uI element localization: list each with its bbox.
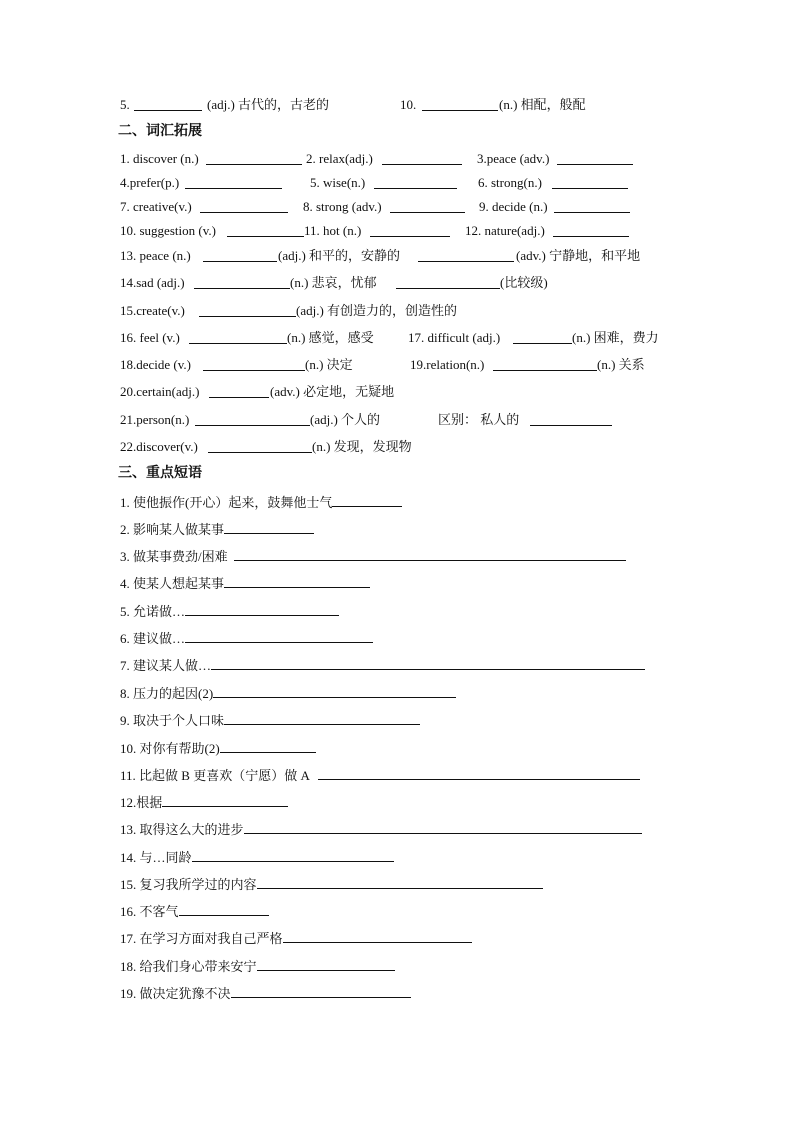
answer-blank[interactable] xyxy=(185,629,373,643)
answer-blank[interactable] xyxy=(179,902,269,916)
vocab-prompt: (比较级) xyxy=(500,275,548,290)
answer-blank[interactable] xyxy=(283,929,472,943)
vocab-prompt: 5. wise(n.) xyxy=(310,175,366,190)
vocab-prompt: (n.) 感觉，感受 xyxy=(287,330,374,345)
vocab-row xyxy=(120,303,680,319)
answer-blank[interactable] xyxy=(209,384,269,398)
item5-num: 5. xyxy=(120,97,130,112)
item10-num: 10. xyxy=(400,97,417,112)
answer-blank[interactable] xyxy=(374,175,457,189)
phrase-item xyxy=(120,629,373,647)
vocab-prompt: (adv.) 必定地，无疑地 xyxy=(270,384,395,399)
vocab-prompt: 13. peace (n.) xyxy=(120,248,191,263)
phrase-prompt: 3. 做某事费劲/困难 xyxy=(120,549,228,564)
phrase-prompt: 9. 取决于个人口味 xyxy=(120,713,225,728)
phrase-item xyxy=(120,711,420,729)
phrase-prompt: 12.根据 xyxy=(120,795,163,810)
phrase-prompt: 6. 建议做… xyxy=(120,631,186,646)
answer-blank[interactable] xyxy=(203,357,305,371)
phrase-prompt: 4. 使某人想起某事 xyxy=(120,576,225,591)
answer-blank[interactable] xyxy=(213,684,456,698)
vocab-prompt: 4.prefer(p.) xyxy=(120,175,180,190)
vocab-row xyxy=(120,223,680,239)
vocab-row xyxy=(120,275,680,291)
phrase-item xyxy=(120,793,288,811)
answer-blank[interactable] xyxy=(189,330,287,344)
vocab-prompt: 6. strong(n.) xyxy=(478,175,542,190)
vocab-row xyxy=(120,199,680,215)
answer-blank[interactable] xyxy=(493,357,597,371)
phrase-prompt: 16. 不客气 xyxy=(120,904,179,919)
phrase-item xyxy=(120,957,395,975)
answer-blank[interactable] xyxy=(134,97,202,111)
phrase-item xyxy=(120,656,645,674)
vocab-prompt: 18.decide (v.) xyxy=(120,357,191,372)
vocab-prompt: 15.create(v.) xyxy=(120,303,185,318)
phrase-prompt: 14. 与…同龄 xyxy=(120,850,192,865)
vocab-prompt: 14.sad (adj.) xyxy=(120,275,185,290)
phrase-item xyxy=(120,848,394,866)
vocab-prompt: 区别： 私人的 xyxy=(438,412,520,427)
phrase-prompt: 5. 允诺做… xyxy=(120,604,186,619)
answer-blank[interactable] xyxy=(162,793,288,807)
phrase-item xyxy=(120,820,642,838)
vocab-row xyxy=(120,248,680,264)
vocab-prompt: (adv.) 宁静地，和平地 xyxy=(516,248,641,263)
answer-blank[interactable] xyxy=(224,711,420,725)
phrase-prompt: 19. 做决定犹豫不决 xyxy=(120,986,231,1001)
item10-text: (n.) 相配，般配 xyxy=(499,97,586,112)
vocab-prompt: (n.) 关系 xyxy=(597,357,645,372)
phrase-prompt: 7. 建议某人做… xyxy=(120,658,212,673)
vocab-prompt: 10. suggestion (v.) xyxy=(120,223,216,238)
phrase-item xyxy=(120,875,543,893)
answer-blank[interactable] xyxy=(418,248,514,262)
answer-blank[interactable] xyxy=(530,412,612,426)
answer-blank[interactable] xyxy=(332,493,402,507)
vocab-prompt: 16. feel (v.) xyxy=(120,330,180,345)
answer-blank[interactable] xyxy=(194,275,290,289)
answer-blank[interactable] xyxy=(185,175,282,189)
section-heading-vocab: 二、词汇拓展 xyxy=(118,124,202,139)
phrase-prompt: 13. 取得这么大的进步 xyxy=(120,822,244,837)
vocab-prompt: 8. strong (adv.) xyxy=(303,199,382,214)
answer-blank[interactable] xyxy=(552,175,628,189)
answer-blank[interactable] xyxy=(513,330,572,344)
phrase-item xyxy=(120,984,411,1002)
vocab-row xyxy=(120,175,680,191)
vocab-prompt: (adj.) 有创造力的，创造性的 xyxy=(296,303,458,318)
vocab-prompt: 22.discover(v.) xyxy=(120,439,198,454)
answer-blank[interactable] xyxy=(554,199,630,213)
vocab-row xyxy=(120,330,680,346)
vocab-prompt: 7. creative(v.) xyxy=(120,199,192,214)
answer-blank[interactable] xyxy=(318,766,640,780)
phrase-prompt: 2. 影响某人做某事 xyxy=(120,522,225,537)
phrase-item xyxy=(120,739,316,757)
vocab-row xyxy=(120,151,680,167)
answer-blank[interactable] xyxy=(200,199,288,213)
answer-blank[interactable] xyxy=(257,875,543,889)
vocab-prompt: 19.relation(n.) xyxy=(410,357,485,372)
vocab-prompt: (n.) 发现，发现物 xyxy=(312,439,412,454)
vocab-prompt: (adj.) 个人的 xyxy=(310,412,381,427)
answer-blank[interactable] xyxy=(257,957,395,971)
answer-blank[interactable] xyxy=(224,574,370,588)
vocab-prompt: 3.peace (adv.) xyxy=(477,151,550,166)
phrase-prompt: 15. 复习我所学过的内容 xyxy=(120,877,257,892)
answer-blank[interactable] xyxy=(203,248,277,262)
answer-blank[interactable] xyxy=(557,151,633,165)
answer-blank[interactable] xyxy=(195,412,310,426)
phrase-item xyxy=(120,493,402,511)
answer-blank[interactable] xyxy=(206,151,302,165)
phrase-item xyxy=(120,684,456,702)
phrase-prompt: 11. 比起做 B 更喜欢（宁愿）做 A xyxy=(120,768,310,783)
phrase-prompt: 8. 压力的起因(2) xyxy=(120,686,214,701)
answer-blank[interactable] xyxy=(185,602,339,616)
phrase-prompt: 17. 在学习方面对我自己严格 xyxy=(120,931,283,946)
vocab-prompt: (n.) 悲哀，忧郁 xyxy=(290,275,377,290)
answer-blank[interactable] xyxy=(390,199,465,213)
vocab-row xyxy=(120,384,680,400)
answer-blank[interactable] xyxy=(244,820,642,834)
vocab-prompt: 9. decide (n.) xyxy=(479,199,548,214)
answer-blank[interactable] xyxy=(199,303,296,317)
vocab-prompt: 12. nature(adj.) xyxy=(465,223,545,238)
phrase-item xyxy=(120,929,472,947)
answer-blank[interactable] xyxy=(422,97,498,111)
section-heading-phrases: 三、重点短语 xyxy=(118,466,202,481)
answer-blank[interactable] xyxy=(211,656,645,670)
answer-blank[interactable] xyxy=(370,223,450,237)
answer-blank[interactable] xyxy=(396,275,500,289)
answer-blank[interactable] xyxy=(192,848,394,862)
top-row xyxy=(120,97,680,113)
answer-blank[interactable] xyxy=(224,520,314,534)
answer-blank[interactable] xyxy=(208,439,312,453)
phrase-item xyxy=(120,547,626,565)
phrase-item xyxy=(120,766,640,784)
phrase-prompt: 18. 给我们身心带来安宁 xyxy=(120,959,257,974)
vocab-row xyxy=(120,412,680,428)
vocab-prompt: 1. discover (n.) xyxy=(120,151,199,166)
vocab-prompt: 2. relax(adj.) xyxy=(306,151,373,166)
vocab-row xyxy=(120,439,680,455)
answer-blank[interactable] xyxy=(231,984,411,998)
phrase-item xyxy=(120,520,314,538)
phrase-prompt: 10. 对你有帮助(2) xyxy=(120,741,220,756)
vocab-prompt: 11. hot (n.) xyxy=(304,223,362,238)
vocab-prompt: (n.) 困难，费力 xyxy=(572,330,659,345)
vocab-row xyxy=(120,357,680,373)
item5-text: (adj.) 古代的，古老的 xyxy=(207,97,330,112)
vocab-prompt: 20.certain(adj.) xyxy=(120,384,200,399)
phrase-prompt: 1. 使他振作(开心）起来，鼓舞他士气 xyxy=(120,495,333,510)
vocab-prompt: 17. difficult (adj.) xyxy=(408,330,501,345)
phrase-item xyxy=(120,902,269,920)
vocab-prompt: (n.) 决定 xyxy=(305,357,353,372)
vocab-prompt: (adj.) 和平的，安静的 xyxy=(278,248,401,263)
vocab-prompt: 21.person(n.) xyxy=(120,412,190,427)
phrase-item xyxy=(120,574,370,592)
answer-blank[interactable] xyxy=(553,223,629,237)
answer-blank[interactable] xyxy=(382,151,462,165)
answer-blank[interactable] xyxy=(220,739,316,753)
answer-blank[interactable] xyxy=(227,223,304,237)
answer-blank[interactable] xyxy=(234,547,626,561)
phrase-item xyxy=(120,602,339,620)
